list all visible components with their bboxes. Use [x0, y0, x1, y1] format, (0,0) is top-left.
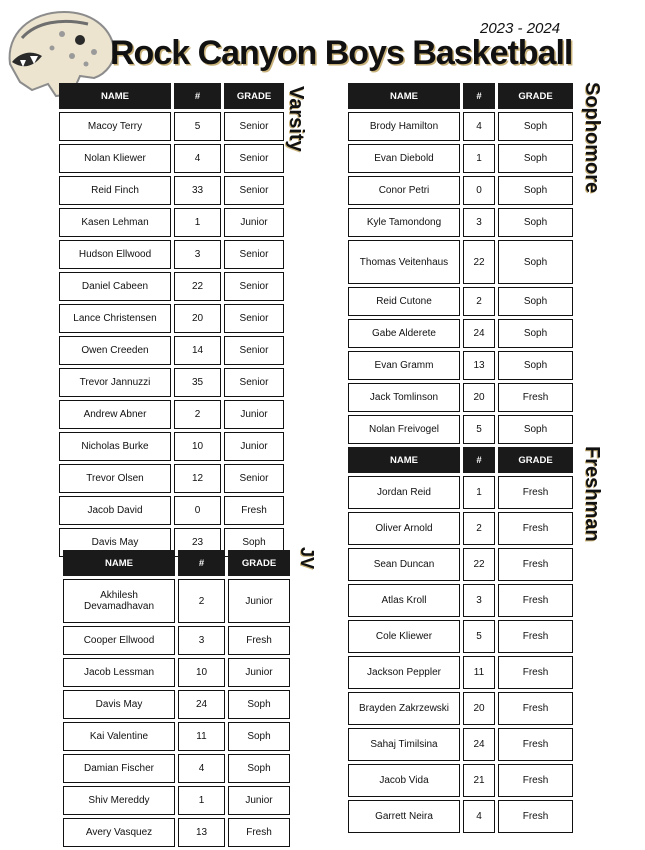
grade-cell: Fresh [498, 620, 573, 653]
name-column-header: NAME [348, 447, 460, 473]
grade-cell: Soph [498, 319, 573, 348]
player-name-cell: Kasen Lehman [59, 208, 171, 237]
player-name-cell: Jacob Lessman [63, 658, 175, 687]
table-row [348, 548, 573, 581]
player-name-cell: Brayden Zakrzewski [348, 692, 460, 725]
grade-column-header: GRADE [498, 447, 573, 473]
player-name-cell: Shiv Mereddy [63, 786, 175, 815]
grade-cell: Soph [228, 722, 290, 751]
jersey-number-cell: 12 [174, 464, 221, 493]
jersey-number-cell: 24 [178, 690, 225, 719]
table-row [59, 112, 284, 141]
table-row [348, 208, 573, 237]
player-name-cell: Trevor Jannuzzi [59, 368, 171, 397]
grade-cell: Soph [498, 176, 573, 205]
grade-cell: Fresh [498, 800, 573, 833]
table-row [348, 728, 573, 761]
table-row [59, 432, 284, 461]
player-name-cell: Davis May [59, 528, 171, 557]
name-column-header: NAME [63, 550, 175, 576]
jersey-number-cell: 24 [463, 319, 495, 348]
table-row [348, 764, 573, 797]
player-name-cell: Sean Duncan [348, 548, 460, 581]
jersey-number-cell: 3 [178, 626, 225, 655]
varsity-label: Varsity [285, 86, 307, 152]
table-row [348, 584, 573, 617]
table-row [63, 818, 290, 847]
grade-cell: Junior [224, 432, 284, 461]
grade-cell: Senior [224, 304, 284, 333]
grade-cell: Soph [498, 351, 573, 380]
jv-table [60, 547, 293, 850]
jersey-number-cell: 20 [463, 383, 495, 412]
player-name-cell: Kai Valentine [63, 722, 175, 751]
player-name-cell: Garrett Neira [348, 800, 460, 833]
grade-cell: Fresh [224, 496, 284, 525]
table-row [348, 383, 573, 412]
jersey-number-cell: 20 [463, 692, 495, 725]
jersey-number-cell: 21 [463, 764, 495, 797]
jersey-number-cell: 11 [463, 656, 495, 689]
table-row [348, 240, 573, 284]
jersey-number-cell: 2 [463, 512, 495, 545]
grade-cell: Fresh [498, 764, 573, 797]
grade-cell: Fresh [228, 818, 290, 847]
player-name-cell: Jackson Peppler [348, 656, 460, 689]
grade-cell: Fresh [498, 584, 573, 617]
table-row [63, 754, 290, 783]
grade-cell: Senior [224, 112, 284, 141]
table-row [348, 800, 573, 833]
jersey-number-cell: 1 [463, 476, 495, 509]
player-name-cell: Jacob Vida [348, 764, 460, 797]
table-row [348, 287, 573, 316]
table-row [59, 208, 284, 237]
player-name-cell: Cooper Ellwood [63, 626, 175, 655]
table-row [63, 626, 290, 655]
number-column-header: # [174, 83, 221, 109]
jersey-number-cell: 24 [463, 728, 495, 761]
grade-cell: Soph [498, 415, 573, 444]
table-row [348, 476, 573, 509]
player-name-cell: Daniel Cabeen [59, 272, 171, 301]
player-name-cell: Evan Gramm [348, 351, 460, 380]
player-name-cell: Nolan Kliewer [59, 144, 171, 173]
jersey-number-cell: 2 [174, 400, 221, 429]
jersey-number-cell: 14 [174, 336, 221, 365]
table-row [59, 176, 284, 205]
table-row [63, 786, 290, 815]
player-name-cell: Gabe Alderete [348, 319, 460, 348]
player-name-cell: Cole Kliewer [348, 620, 460, 653]
player-name-cell: Akhilesh Devamadhavan [63, 579, 175, 623]
sophomore-label: Sophomore [581, 82, 603, 194]
jersey-number-cell: 1 [463, 144, 495, 173]
grade-cell: Junior [228, 579, 290, 623]
player-name-cell: Reid Cutone [348, 287, 460, 316]
jersey-number-cell: 2 [463, 287, 495, 316]
jv-label: JV [297, 547, 317, 570]
number-column-header: # [463, 83, 495, 109]
player-name-cell: Reid Finch [59, 176, 171, 205]
player-name-cell: Jordan Reid [348, 476, 460, 509]
player-name-cell: Macoy Terry [59, 112, 171, 141]
player-name-cell: Oliver Arnold [348, 512, 460, 545]
jersey-number-cell: 4 [463, 800, 495, 833]
grade-cell: Junior [228, 786, 290, 815]
table-row [59, 400, 284, 429]
grade-cell: Fresh [498, 728, 573, 761]
grade-cell: Soph [224, 528, 284, 557]
grade-cell: Soph [498, 144, 573, 173]
table-row [348, 319, 573, 348]
grade-cell: Senior [224, 144, 284, 173]
table-row [63, 690, 290, 719]
jersey-number-cell: 10 [174, 432, 221, 461]
jersey-number-cell: 20 [174, 304, 221, 333]
grade-cell: Soph [228, 754, 290, 783]
jersey-number-cell: 5 [174, 112, 221, 141]
table-row [348, 512, 573, 545]
player-name-cell: Jack Tomlinson [348, 383, 460, 412]
grade-cell: Senior [224, 336, 284, 365]
grade-cell: Fresh [498, 692, 573, 725]
jersey-number-cell: 1 [178, 786, 225, 815]
jersey-number-cell: 5 [463, 415, 495, 444]
name-column-header: NAME [348, 83, 460, 109]
player-name-cell: Brody Hamilton [348, 112, 460, 141]
player-name-cell: Owen Creeden [59, 336, 171, 365]
grade-cell: Soph [498, 287, 573, 316]
jersey-number-cell: 3 [463, 584, 495, 617]
jersey-number-cell: 33 [174, 176, 221, 205]
grade-cell: Soph [498, 112, 573, 141]
freshman-table [345, 444, 576, 836]
grade-column-header: GRADE [224, 83, 284, 109]
jersey-number-cell: 4 [174, 144, 221, 173]
table-row [59, 336, 284, 365]
table-row [59, 304, 284, 333]
season-label: 2023 - 2024 [480, 20, 561, 37]
grade-cell: Junior [224, 208, 284, 237]
grade-cell: Fresh [228, 626, 290, 655]
grade-cell: Senior [224, 368, 284, 397]
jersey-number-cell: 13 [178, 818, 225, 847]
player-name-cell: Evan Diebold [348, 144, 460, 173]
player-name-cell: Damian Fischer [63, 754, 175, 783]
grade-cell: Soph [498, 208, 573, 237]
jersey-number-cell: 22 [463, 548, 495, 581]
player-name-cell: Atlas Kroll [348, 584, 460, 617]
grade-cell: Senior [224, 464, 284, 493]
table-row [59, 496, 284, 525]
jersey-number-cell: 4 [463, 112, 495, 141]
table-row [59, 144, 284, 173]
jersey-number-cell: 22 [174, 272, 221, 301]
player-name-cell: Lance Christensen [59, 304, 171, 333]
jersey-number-cell: 4 [178, 754, 225, 783]
grade-cell: Junior [228, 658, 290, 687]
table-row [59, 368, 284, 397]
player-name-cell: Sahaj Timilsina [348, 728, 460, 761]
number-column-header: # [463, 447, 495, 473]
player-name-cell: Avery Vasquez [63, 818, 175, 847]
sophomore-table [345, 80, 576, 447]
player-name-cell: Nicholas Burke [59, 432, 171, 461]
grade-cell: Senior [224, 272, 284, 301]
jersey-number-cell: 3 [463, 208, 495, 237]
grade-cell: Fresh [498, 383, 573, 412]
grade-cell: Fresh [498, 656, 573, 689]
varsity-table [56, 80, 287, 560]
table-row [63, 722, 290, 751]
jersey-number-cell: 10 [178, 658, 225, 687]
table-row [348, 351, 573, 380]
player-name-cell: Thomas Veitenhaus [348, 240, 460, 284]
jersey-number-cell: 2 [178, 579, 225, 623]
player-name-cell: Nolan Freivogel [348, 415, 460, 444]
table-row [348, 112, 573, 141]
page-title: Rock Canyon Boys Basketball [110, 34, 573, 72]
table-row [348, 692, 573, 725]
table-row [348, 415, 573, 444]
grade-cell: Senior [224, 240, 284, 269]
jersey-number-cell: 5 [463, 620, 495, 653]
table-row [63, 658, 290, 687]
table-row [348, 656, 573, 689]
grade-column-header: GRADE [228, 550, 290, 576]
table-row [63, 579, 290, 623]
name-column-header: NAME [59, 83, 171, 109]
grade-cell: Senior [224, 176, 284, 205]
table-row [348, 144, 573, 173]
table-row [348, 620, 573, 653]
freshman-label: Freshman [581, 446, 603, 542]
grade-cell: Fresh [498, 548, 573, 581]
grade-cell: Fresh [498, 476, 573, 509]
table-row [348, 176, 573, 205]
grade-column-header: GRADE [498, 83, 573, 109]
jersey-number-cell: 3 [174, 240, 221, 269]
grade-cell: Soph [498, 240, 573, 284]
jersey-number-cell: 0 [174, 496, 221, 525]
number-column-header: # [178, 550, 225, 576]
jersey-number-cell: 0 [463, 176, 495, 205]
jersey-number-cell: 1 [174, 208, 221, 237]
player-name-cell: Trevor Olsen [59, 464, 171, 493]
player-name-cell: Andrew Abner [59, 400, 171, 429]
jersey-number-cell: 13 [463, 351, 495, 380]
jersey-number-cell: 35 [174, 368, 221, 397]
grade-cell: Soph [228, 690, 290, 719]
player-name-cell: Kyle Tamondong [348, 208, 460, 237]
jersey-number-cell: 23 [174, 528, 221, 557]
table-row [59, 272, 284, 301]
table-row [59, 464, 284, 493]
grade-cell: Junior [224, 400, 284, 429]
player-name-cell: Hudson Ellwood [59, 240, 171, 269]
jersey-number-cell: 11 [178, 722, 225, 751]
player-name-cell: Jacob David [59, 496, 171, 525]
player-name-cell: Conor Petri [348, 176, 460, 205]
jersey-number-cell: 22 [463, 240, 495, 284]
grade-cell: Fresh [498, 512, 573, 545]
player-name-cell: Davis May [63, 690, 175, 719]
table-row [59, 240, 284, 269]
